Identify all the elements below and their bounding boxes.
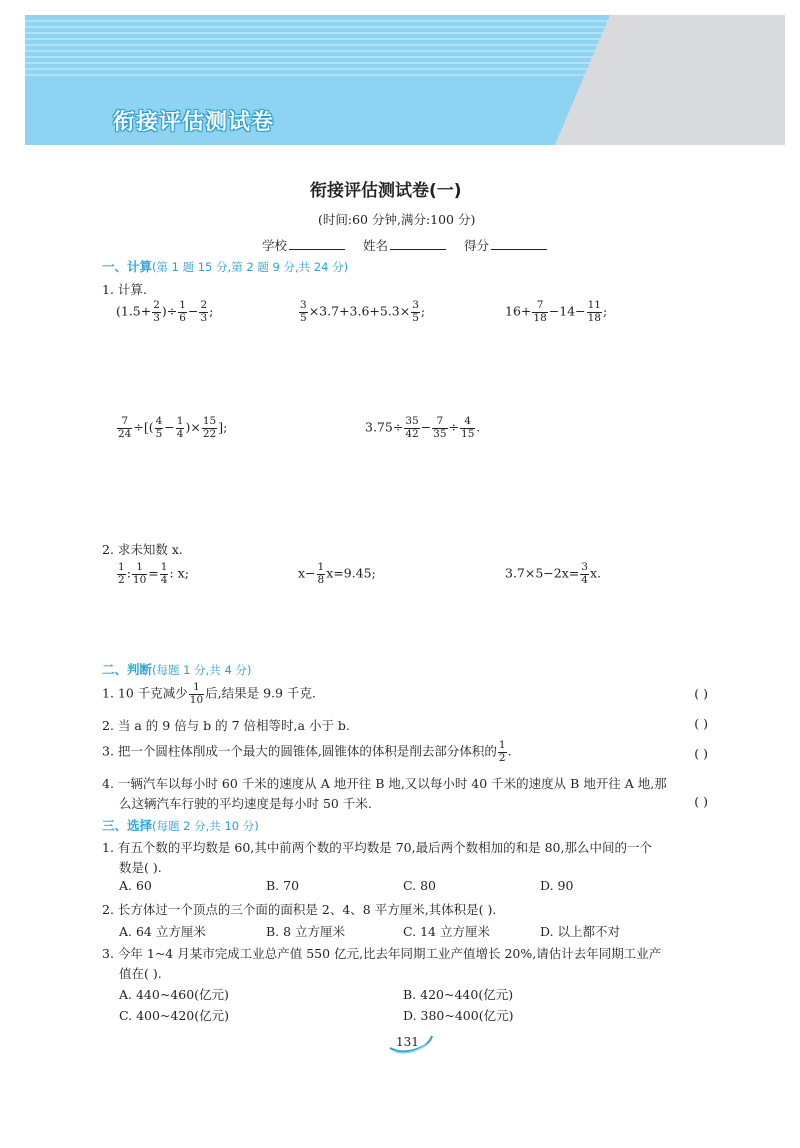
numerator: 1	[498, 739, 506, 751]
score-label: 得分	[464, 238, 490, 253]
section-1-note: (第 1 题 15 分,第 2 题 9 分,共 24 分)	[152, 260, 349, 274]
option-c[interactable]: C. 14 立方厘米	[403, 924, 490, 939]
fraction	[532, 300, 547, 324]
denominator: 3	[153, 311, 160, 324]
expr-text: ];	[218, 419, 228, 435]
numerator: 11	[587, 299, 601, 311]
denominator: 4	[176, 427, 184, 440]
denominator: 4	[160, 573, 168, 586]
question-text: 后,结果是 9.9 千克.	[205, 685, 316, 701]
judge-q2: 2. 当 a 的 9 倍与 b 的 7 倍相等时,a 小于 b.	[102, 718, 350, 733]
fraction	[199, 300, 208, 324]
expression-5	[365, 416, 480, 440]
denominator: 42	[405, 427, 419, 440]
answer-paren-1[interactable]: ( )	[694, 686, 708, 701]
section-1-heading	[102, 257, 348, 275]
denominator: 24	[118, 427, 132, 440]
fraction	[189, 682, 204, 706]
numerator: 4	[155, 415, 163, 427]
option-c[interactable]: C. 400~420(亿元)	[119, 1008, 230, 1023]
judge-q4-line2: 么这辆汽车行驶的平均速度是每小时 50 千米.	[119, 796, 372, 811]
judge-q3	[102, 740, 512, 764]
school-label: 学校	[262, 238, 288, 253]
section-3-note: (每题 2 分,共 10 分)	[152, 819, 259, 833]
numerator: 1	[132, 562, 147, 575]
option-b[interactable]: B. 8 立方厘米	[266, 924, 346, 939]
expr-text: :	[126, 565, 131, 581]
numerator: 1	[189, 682, 204, 695]
judge-q1	[102, 682, 316, 706]
equation-3	[505, 562, 601, 586]
numerator: 1	[179, 299, 186, 311]
expression-1	[116, 300, 213, 324]
option-d[interactable]: D. 以上都不对	[540, 924, 621, 939]
expr-text: 16+	[505, 303, 532, 319]
choice-q3-line1: 3. 今年 1~4 月某市完成工业总产值 550 亿元,比去年同期工业产值增长 20%,请估计去年同期工业产	[102, 946, 662, 961]
fraction	[178, 300, 187, 324]
fraction	[404, 416, 419, 440]
expr-text: =	[148, 565, 159, 581]
expression-3	[505, 300, 607, 324]
fraction	[160, 562, 169, 586]
choice-q1-line2: 数是( ).	[119, 860, 162, 875]
equation-1	[116, 562, 189, 586]
expression-4	[116, 416, 227, 440]
time-info: (时间:60 分钟,满分:100 分)	[318, 212, 476, 227]
denominator: 6	[179, 311, 186, 324]
fraction	[460, 416, 475, 440]
fraction	[587, 300, 602, 324]
numerator: 1	[176, 415, 184, 427]
expr-text: x−	[298, 565, 316, 581]
option-d[interactable]: D. 380~400(亿元)	[403, 1008, 514, 1023]
numerator: 4	[460, 416, 475, 429]
section-2-label: 二、判断	[102, 662, 153, 677]
numerator: 15	[202, 415, 217, 427]
fraction	[117, 416, 132, 440]
expr-text: ÷	[448, 419, 460, 435]
numerator: 1	[160, 561, 168, 573]
numerator: 3	[412, 299, 419, 311]
expr-text: −	[420, 419, 432, 435]
numerator: 3	[581, 561, 588, 573]
fraction	[202, 416, 217, 440]
option-a[interactable]: A. 440~460(亿元)	[119, 987, 229, 1002]
fraction	[498, 740, 507, 764]
expr-text: )×	[185, 419, 201, 435]
header-banner	[25, 15, 785, 145]
section-3-label: 三、选择	[102, 818, 153, 833]
question-text: 3. 把一个圆柱体削成一个最大的圆锥体,圆锥体的体积是削去部分体积的	[102, 743, 497, 759]
fraction	[317, 562, 326, 586]
choice-q1-line1: 1. 有五个数的平均数是 60,其中前两个数的平均数是 70,最后两个数相加的和是 80,那么中间的一个	[102, 840, 652, 855]
student-fields	[262, 236, 547, 254]
expr-text: −	[164, 419, 175, 435]
denominator: 4	[581, 573, 588, 586]
denominator: 3	[200, 311, 208, 324]
denominator: 18	[533, 311, 547, 324]
expr-text: ;	[209, 303, 214, 319]
expr-text: 3.75÷	[365, 419, 404, 435]
denominator: 5	[412, 311, 419, 324]
fraction	[411, 300, 420, 324]
numerator: 2	[153, 299, 160, 311]
question-text: .	[507, 743, 512, 759]
denominator: 35	[433, 427, 447, 440]
section-1-label: 一、计算	[102, 259, 153, 274]
expr-text: ×3.7+3.6+5.3×	[308, 303, 411, 319]
numerator: 2	[200, 299, 208, 311]
denominator: 8	[317, 573, 325, 586]
expr-text: −14−	[548, 303, 586, 319]
section-2-heading	[102, 660, 251, 678]
option-a[interactable]: A. 64 立方厘米	[119, 924, 206, 939]
fraction	[152, 300, 161, 324]
question-text: 1. 10 千克减少	[102, 685, 188, 701]
name-blank[interactable]	[390, 239, 446, 250]
fraction	[432, 416, 447, 440]
banner-title: 衔接评估测试卷	[113, 110, 275, 135]
numerator: 3	[300, 299, 307, 311]
fraction	[117, 562, 126, 586]
equation-2	[298, 562, 376, 586]
fraction	[132, 562, 147, 586]
expr-text: −	[187, 303, 199, 319]
fraction	[580, 562, 589, 586]
option-d[interactable]: D. 90	[540, 878, 574, 893]
denominator: 2	[118, 573, 125, 586]
answer-paren-4[interactable]: ( )	[694, 794, 708, 809]
denominator: 10	[132, 573, 147, 586]
option-a[interactable]: A. 60	[119, 878, 152, 893]
expr-text: 3.7×5−2x=	[505, 565, 580, 581]
choice-q3-line2: 值在( ).	[119, 966, 162, 981]
answer-paren-3[interactable]: ( )	[694, 746, 708, 761]
fraction	[155, 416, 164, 440]
denominator: 5	[155, 427, 163, 440]
expr-text: : x;	[169, 565, 189, 581]
denominator: 22	[202, 427, 217, 440]
option-c[interactable]: C. 80	[403, 878, 436, 893]
denominator: 18	[587, 311, 601, 324]
expr-text: .	[476, 419, 481, 435]
denominator: 15	[461, 427, 475, 440]
expr-text: )÷	[161, 303, 178, 319]
answer-paren-2[interactable]: ( )	[694, 716, 708, 731]
section-3-heading	[102, 816, 259, 834]
school-blank[interactable]	[289, 239, 345, 250]
expr-text: ;	[603, 303, 608, 319]
page-title: 衔接评估测试卷(一)	[310, 181, 462, 201]
option-b[interactable]: B. 420~440(亿元)	[403, 987, 514, 1002]
numerator: 1	[317, 561, 325, 573]
option-b[interactable]: B. 70	[266, 878, 300, 893]
page-number: 131	[396, 1035, 419, 1049]
expr-text: x=9.45;	[326, 565, 376, 581]
score-blank[interactable]	[491, 239, 547, 250]
expr-text: ;	[420, 303, 426, 319]
expr-text: ÷[(	[133, 419, 154, 435]
denominator: 5	[300, 311, 307, 324]
numerator: 7	[532, 300, 547, 313]
choice-q2-line1: 2. 长方体过一个顶点的三个面的面积是 2、4、8 平方厘米,其体积是( ).	[102, 902, 497, 917]
numerator: 7	[432, 416, 447, 429]
numerator: 1	[118, 561, 125, 573]
expression-2	[298, 300, 425, 324]
fraction	[299, 300, 308, 324]
judge-q4-line1: 4. 一辆汽车以每小时 60 千米的速度从 A 地开往 B 地,又以每小时 40 千米的速度从 B 地开往 A 地,那	[102, 776, 667, 791]
denominator: 10	[189, 693, 204, 706]
numerator: 7	[117, 416, 132, 429]
name-label: 姓名	[363, 238, 389, 253]
expr-text: (1.5+	[116, 303, 152, 319]
q1-label: 1. 计算.	[102, 282, 147, 297]
fraction	[176, 416, 185, 440]
denominator: 2	[498, 751, 506, 764]
section-2-note: (每题 1 分,共 4 分)	[152, 663, 252, 677]
expr-text: x.	[589, 565, 601, 581]
page-number-badge	[392, 1034, 432, 1054]
numerator: 35	[405, 415, 419, 427]
q2-label: 2. 求未知数 x.	[102, 542, 183, 557]
